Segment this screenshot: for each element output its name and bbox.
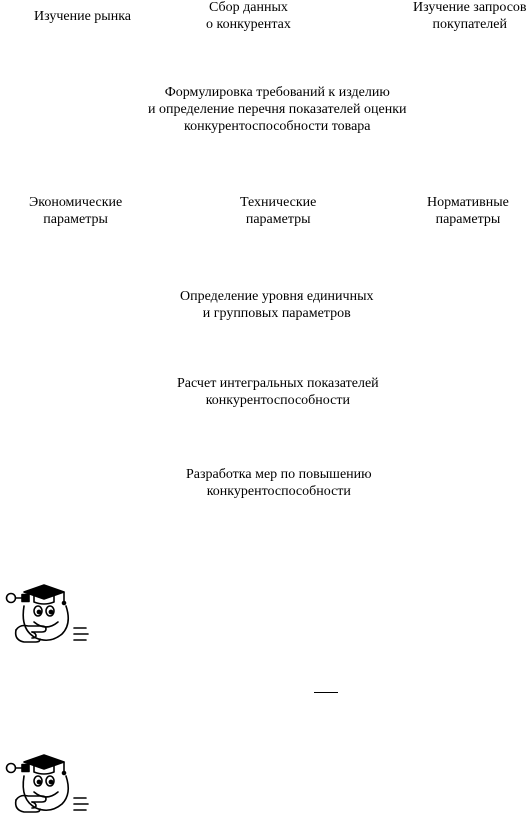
node-requirements: Формулировка требований к изделию и определение перечня показателей оценки конкурентоспособности товара — [148, 85, 407, 134]
node-integral-indicators: Расчет интегральных показателей конкурентоспособности — [177, 376, 379, 408]
node-competitor-data: Сбор данных о конкурентах — [206, 0, 291, 32]
node-technical-parameters: Технические параметры — [240, 195, 317, 227]
node-economic-parameters: Экономические параметры — [29, 195, 123, 227]
node-improvement-measures: Разработка мер по повышению конкурентоспособности — [186, 467, 372, 499]
node-market-study: Изучение рынка — [34, 9, 132, 24]
node-unit-group-levels: Определение уровня единичных и групповых параметров — [180, 289, 374, 321]
underline-mark — [314, 692, 338, 693]
graduate-smiley-icon — [2, 752, 92, 818]
node-buyer-requests: Изучение запросов покупателей — [413, 0, 527, 32]
graduate-smiley-icon — [2, 582, 92, 648]
node-normative-parameters: Нормативные параметры — [427, 195, 509, 227]
graduate-smiley-svg — [2, 582, 92, 648]
graduate-smiley-svg — [2, 752, 92, 818]
